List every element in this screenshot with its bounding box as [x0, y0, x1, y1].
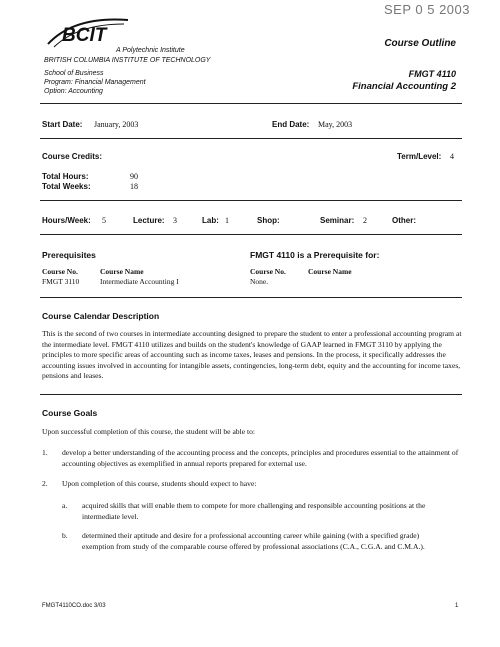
lecture-value: 3	[173, 216, 177, 225]
course-title: Financial Accounting 2	[352, 81, 456, 92]
hours-week-value: 5	[102, 216, 106, 225]
total-weeks-value: 18	[130, 182, 138, 191]
end-date-value: May, 2003	[318, 120, 353, 129]
school-name: School of Business	[44, 70, 104, 77]
goal-2-text: Upon completion of this course, students should expect to have:	[62, 479, 257, 488]
prereq-for-col-course-name: Course Name	[308, 267, 352, 276]
hours-week-label: Hours/Week:	[42, 216, 91, 225]
logo-tagline: A Polytechnic Institute	[116, 47, 185, 54]
calendar-description-text: This is the second of two courses in intermediate accounting designed to prepare the student to enter a professional accounting program at the intermediate level. FMGT 4110 utilizes and builds on the student's knowledge of GAAP learned in FMGT 3110 by applying the principles to more specific areas of accounting such as income taxes, leases and pensions. In the process, it specifically addresses the accounting issues involved in accounting for intangible assets, contingencies, long-term debt, equity and the accounting for income taxes, pensions and leases.	[42, 329, 462, 380]
prereq-col-course-name: Course Name	[100, 267, 144, 276]
option-name: Option: Accounting	[44, 88, 103, 95]
calendar-description-heading: Course Calendar Description	[42, 311, 160, 321]
prereq-for-col-course-no: Course No.	[250, 267, 286, 276]
lecture-label: Lecture:	[133, 216, 165, 225]
divider	[40, 200, 462, 201]
page-number: 1	[455, 603, 459, 609]
lab-value: 1	[225, 216, 229, 225]
document-type: Course Outline	[384, 38, 456, 49]
course-credits-label: Course Credits:	[42, 152, 103, 161]
term-level-value: 4	[450, 152, 454, 161]
prereq-for-course-no: None.	[250, 277, 269, 286]
goal-2-number: 2.	[42, 479, 48, 488]
program-name: Program: Financial Management	[44, 79, 146, 86]
prereq-course-name: Intermediate Accounting I	[100, 277, 179, 286]
end-date-label: End Date:	[272, 120, 310, 129]
institute-name: BRITISH COLUMBIA INSTITUTE OF TECHNOLOGY	[44, 57, 211, 64]
divider	[40, 297, 462, 298]
goal-1-text: develop a better understanding of the accounting process and the concepts, principles and procedures essential to the attainment of accounting objectives as exemplified in annual reports prepared for external use.	[62, 448, 459, 468]
total-weeks-label: Total Weeks:	[42, 182, 91, 191]
shop-label: Shop:	[257, 216, 280, 225]
goal-2a-label: a.	[62, 501, 68, 510]
start-date-label: Start Date:	[42, 120, 83, 129]
course-code: FMGT 4110	[408, 69, 456, 79]
start-date-value: January, 2003	[94, 120, 139, 129]
lab-label: Lab:	[202, 216, 219, 225]
divider	[40, 234, 462, 235]
bcit-logo	[44, 14, 132, 50]
footer-filename: FMGT4110CO.doc 3/03	[42, 603, 106, 609]
prereq-col-course-no: Course No.	[42, 267, 78, 276]
term-level-label: Term/Level:	[397, 152, 442, 161]
goal-2b-text: determined their aptitude and desire for a professional accounting career while gaining (with a specified grade) exemption from study of the comparable course offered by professional associations (C.A., C.G.A. and C.M.A.).	[82, 531, 425, 551]
total-hours-label: Total Hours:	[42, 172, 89, 181]
divider	[40, 394, 462, 395]
total-hours-value: 90	[130, 172, 138, 181]
bcit-logo-graphic	[44, 14, 132, 50]
course-goals-heading: Course Goals	[42, 408, 98, 418]
seminar-value: 2	[363, 216, 367, 225]
goal-2a-text: acquired skills that will enable them to compete for more challenging and responsible accounting positions at the intermediate level.	[82, 501, 426, 521]
other-label: Other:	[392, 216, 416, 225]
divider	[40, 103, 462, 104]
prerequisite-for-heading: FMGT 4110 is a Prerequisite for:	[250, 250, 380, 260]
seminar-label: Seminar:	[320, 216, 355, 225]
goal-1-number: 1.	[42, 448, 48, 457]
divider	[40, 138, 462, 139]
received-date-stamp: SEP 0 5 2003	[384, 2, 470, 17]
prereq-course-no: FMGT 3110	[42, 277, 80, 286]
svg-text:BCIT: BCIT	[62, 25, 107, 46]
prerequisites-heading: Prerequisites	[42, 250, 96, 260]
goals-intro: Upon successful completion of this course, the student will be able to:	[42, 427, 256, 436]
goal-2b-label: b.	[62, 531, 68, 540]
